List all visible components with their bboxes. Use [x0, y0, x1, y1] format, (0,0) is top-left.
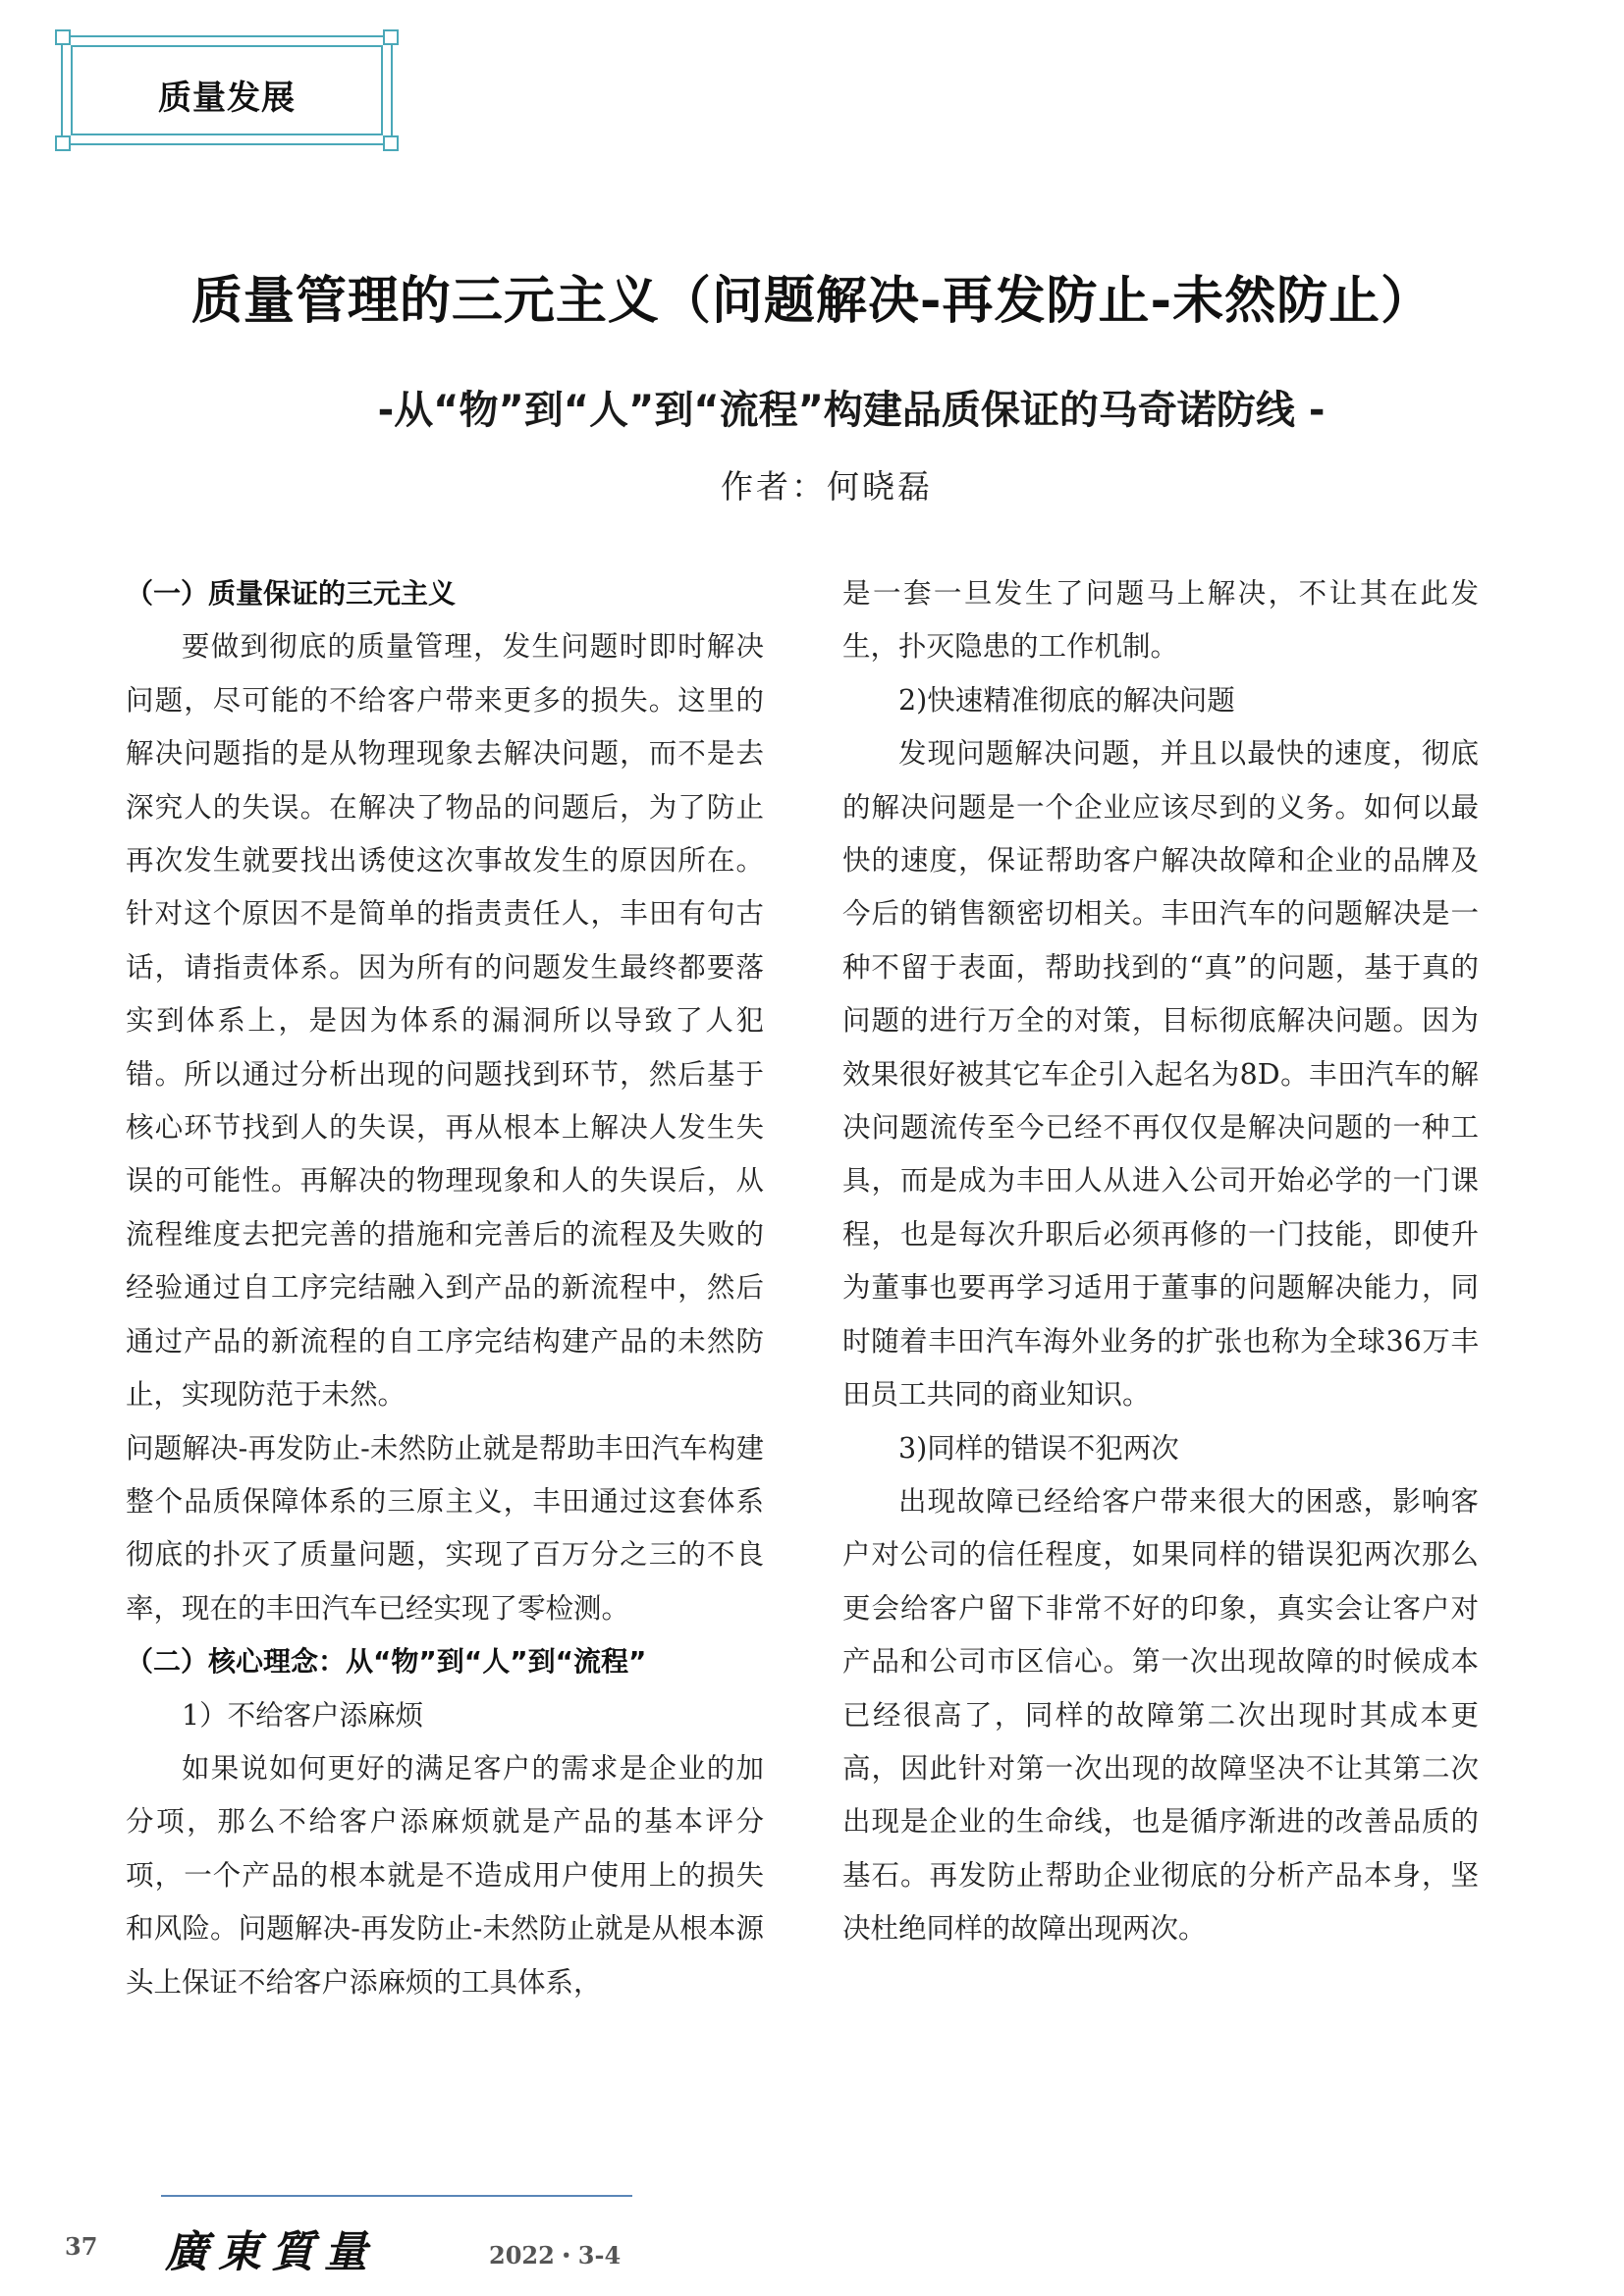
paragraph: 问题解决-再发防止-未然防止就是帮助丰田汽车构建整个品质保障体系的三原主义，丰田通过这套体系彻底的扑灭了质量问题，实现了百万分之三的不良率，现在的丰田汽车已经实现了零检测。: [126, 1431, 764, 1625]
article-subtitle: -从“物”到“人”到“流程”构建品质保证的马奇诺防线 -: [377, 388, 1326, 433]
corner-ornament: [383, 135, 399, 151]
subheading-1: 1）不给客户添麻烦: [182, 1698, 424, 1732]
section-heading-2: （二）核心理念：从“物”到“人”到“流程”: [126, 1645, 647, 1679]
section-tag-label: 质量发展: [158, 79, 296, 118]
article-author: 作者：何晓磊: [721, 467, 933, 506]
left-column: [126, 567, 764, 2009]
article-title: 质量管理的三元主义（问题解决-再发防止-未然防止）: [190, 272, 1434, 331]
corner-ornament: [55, 135, 71, 151]
footer-rule: [161, 2195, 632, 2197]
subheading-3: 3)同样的错误不犯两次: [898, 1431, 1179, 1465]
paragraph: 发现问题解决问题，并且以最快的速度，彻底的解决问题是一个企业应该尽到的义务。如何以最快的速度，保证帮助客户解决故障和企业的品牌及今后的销售额密切相关。丰田汽车的问题解决是一种不留于表面，帮助找到的“真”的问题，基于真的问题的进行万全的对策，目标彻底解决问题。因为效果很好被其它车企引入起名为8D。丰田汽车的解决问题流传至今已经不再仅仅是解决问题的一种工具，而是成为丰田人从进入公司开始必学的一门课程，也是每次升职后必须再修的一门技能，即使升为董事也要再学习适用于董事的问题解决能力，同时随着丰田汽车海外业务的扩张也称为全球36万丰田员工共同的商业知识。: [842, 737, 1479, 1412]
corner-ornament: [55, 29, 71, 45]
journal-masthead: 廣東質量: [165, 2227, 377, 2277]
paragraph: 是一套一旦发生了问题马上解决，不让其在此发生，扑灭隐患的工作机制。: [842, 577, 1479, 664]
corner-ornament: [383, 29, 399, 45]
section-heading-1: （一）质量保证的三元主义: [126, 577, 457, 610]
paragraph: 出现故障已经给客户带来很大的困惑，影响客户对公司的信任程度，如果同样的错误犯两次那么更会给客户留下非常不好的印象，真实会让客户对产品和公司市区信心。第一次出现故障的时候成本已经很高了，同样的故障第二次出现时其成本更高，因此针对第一次出现的故障坚决不让其第二次出现是企业的生命线，也是循序渐进的改善品质的基石。再发防止帮助企业彻底的分析产品本身，坚决杜绝同样的故障出现两次。: [842, 1484, 1479, 1946]
subheading-2: 2)快速精准彻底的解决问题: [898, 683, 1235, 717]
right-column: [842, 567, 1479, 1956]
page-number: 37: [65, 2232, 98, 2261]
section-tag: [61, 35, 393, 145]
issue-number: 2022・3-4: [489, 2241, 622, 2269]
paragraph: 如果说如何更好的满足客户的需求是企业的加分项，那么不给客户添麻烦就是产品的基本评分项，一个产品的根本就是不造成用户使用上的损失和风险。问题解决-再发防止-未然防止就是从根本源头上保证不给客户添麻烦的工具体系，: [126, 1751, 764, 1999]
paragraph: 要做到彻底的质量管理，发生问题时即时解决问题，尽可能的不给客户带来更多的损失。这里的解决问题指的是从物理现象去解决问题，而不是去深究人的失误。在解决了物品的问题后，为了防止再次发生就要找出诱使这次事故发生的原因所在。针对这个原因不是简单的指责责任人，丰田有句古话，请指责体系。因为所有的问题发生最终都要落实到体系上，是因为体系的漏洞所以导致了人犯错。所以通过分析出现的问题找到环节，然后基于核心环节找到人的失误，再从根本上解决人发生失误的可能性。再解决的物理现象和人的失误后，从流程维度去把完善的措施和完善后的流程及失败的经验通过自工序完结融入到产品的新流程中，然后通过产品的新流程的自工序完结构建产品的未然防止，实现防范于未然。: [126, 630, 764, 1412]
